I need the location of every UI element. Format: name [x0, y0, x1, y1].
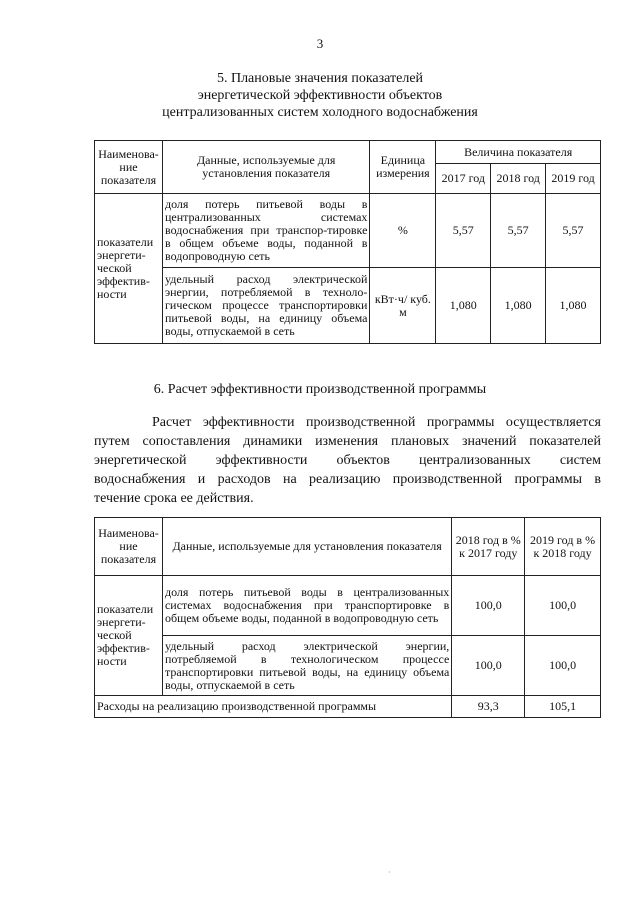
row-value: 5,57: [436, 194, 491, 268]
header-unit: Единица измерения: [370, 141, 436, 194]
expenses-value: 105,1: [525, 696, 601, 718]
paragraph-line: течение срока ее действия.: [94, 491, 254, 506]
row-value: 5,57: [546, 194, 601, 268]
page-number: 3: [316, 36, 324, 51]
row-value: 1,080: [491, 268, 546, 344]
paragraph-line: путем сопоставления динамики изменения плановых значений показателей: [94, 434, 601, 449]
section5-title-line: централизованных систем холодного водоснабжения: [162, 105, 478, 120]
row-unit: %: [370, 194, 436, 268]
expenses-value: 93,3: [452, 696, 525, 718]
row-data: удельный расход электрической энергии, потребляемой в технологическом процессе транспортировки питьевой воды, на единицу объема воды, отпускаемой в сеть: [162, 636, 451, 696]
row-value: 100,0: [452, 636, 525, 696]
expenses-label: Расходы на реализацию производственной программы: [95, 696, 452, 718]
section5-title-line: 5. Плановые значения показателей: [216, 71, 424, 86]
header-indicator-name: Наименова-ние показателя: [95, 141, 163, 194]
header-data: Данные, используемые для установления показателя: [162, 141, 369, 194]
header-percent-2018: 2018 год в % к 2017 году: [452, 518, 525, 576]
row-value: 100,0: [525, 636, 601, 696]
row-data: удельный расход электрической энергии, потребляемой в техноло-гическом процессе транспортировки питьевой воды, на единицу объема воды, отпускаемой в сеть: [162, 268, 369, 344]
paragraph-line: Расчет эффективности производственной программы осуществляется: [152, 415, 601, 430]
paragraph-line: энергетической эффективности объектов централизованных систем: [94, 453, 601, 468]
section6-paragraph: [94, 413, 601, 508]
row-data: доля потерь питьевой воды в централизованных системах водоснабжения при транспортировке в общем объеме воды, поданной в водопроводную сеть: [162, 576, 451, 636]
scan-mark: ·: [388, 868, 391, 877]
indicator-name-cell: показатели энергети-ческой эффектив-ности: [95, 194, 163, 344]
program-efficiency-table: [94, 517, 601, 718]
section5-title-line: энергетической эффективности объектов: [197, 88, 443, 103]
energy-efficiency-table: [94, 140, 601, 344]
row-value: 100,0: [452, 576, 525, 636]
row-value: 1,080: [546, 268, 601, 344]
header-percent-2019: 2019 год в % к 2018 году: [525, 518, 601, 576]
header-year: 2017 год: [436, 164, 491, 194]
paragraph-line: водоснабжения и расходов на реализацию производственной программы в: [94, 472, 601, 487]
section5-title: [0, 70, 640, 121]
row-value: 1,080: [436, 268, 491, 344]
header-value-group: Величина показателя: [436, 141, 601, 164]
header-indicator-name: Наименова-ние показателя: [95, 518, 163, 576]
section6-title: 6. Расчет эффективности производственной программы: [153, 382, 487, 397]
row-unit: кВт·ч/ куб. м: [370, 268, 436, 344]
row-value: 100,0: [525, 576, 601, 636]
indicator-name-cell: показатели энергети-ческой эффектив-ности: [95, 576, 163, 696]
header-year: 2019 год: [546, 164, 601, 194]
header-year: 2018 год: [491, 164, 546, 194]
header-data: Данные, используемые для установления показателя: [162, 518, 451, 576]
row-data: доля потерь питьевой воды в централизованных системах водоснабжения при транспор-тировке в общем объеме воды, поданной в водопроводную сеть: [162, 194, 369, 268]
row-value: 5,57: [491, 194, 546, 268]
